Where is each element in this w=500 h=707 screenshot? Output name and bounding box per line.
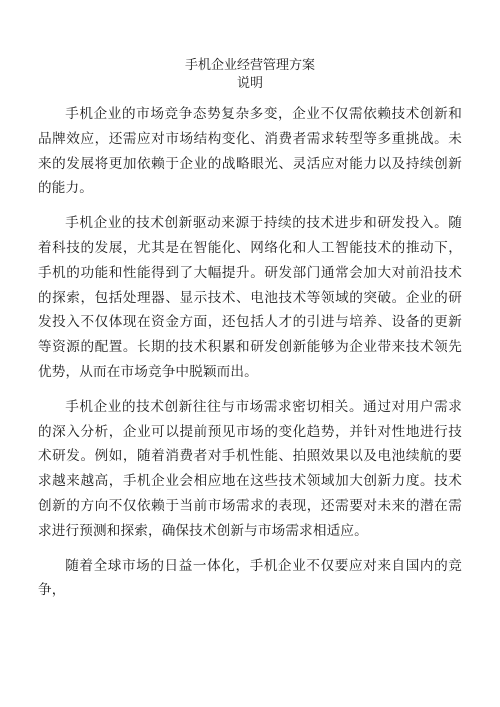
paragraph-4: 随着全球市场的日益一体化，手机企业不仅要应对来自国内的竞争， [38,557,462,599]
paragraph-1: 手机企业的市场竞争态势复杂多变，企业不仅需依赖技术创新和品牌效应，还需应对市场结构变化、消费者需求转型等多重挑战。未来的发展将更加依赖于企业的战略眼光、灵活应对能力以及持续创新的能力。 [38,106,462,197]
paragraph-3: 手机企业的技术创新往往与市场需求密切相关。通过对用户需求的深入分析，企业可以提前预见市场的变化趋势，并针对性地进行技术研发。例如，随着消费者对手机性能、拍照效果以及电池续航的要求越来越高，手机企业会相应地在这些技术领域加大创新力度。技术创新的方向不仅依赖于当前市场需求的表现，还需要对未来的潜在需求进行预测和探索，确保技术创新与市场需求相适应。 [38,398,462,539]
document-title: 手机企业经营管理方案 [184,58,315,73]
paragraph-2: 手机企业的技术创新驱动来源于持续的技术进步和研发投入。随着科技的发展，尤其是在智能化、网络化和人工智能技术的推动下，手机的功能和性能得到了大幅提升。研发部门通常会加大对前沿技术的探索，包括处理器、显示技术、电池技术等领域的突破。企业的研发投入不仅体现在资金方面，还包括人才的引进与培养、设备的更新等资源的配置。长期的技术积累和研发创新能够为企业带来技术领先优势，从而在市场竞争中脱颖而出。 [38,215,462,380]
document-subtitle: 说明 [236,76,263,91]
